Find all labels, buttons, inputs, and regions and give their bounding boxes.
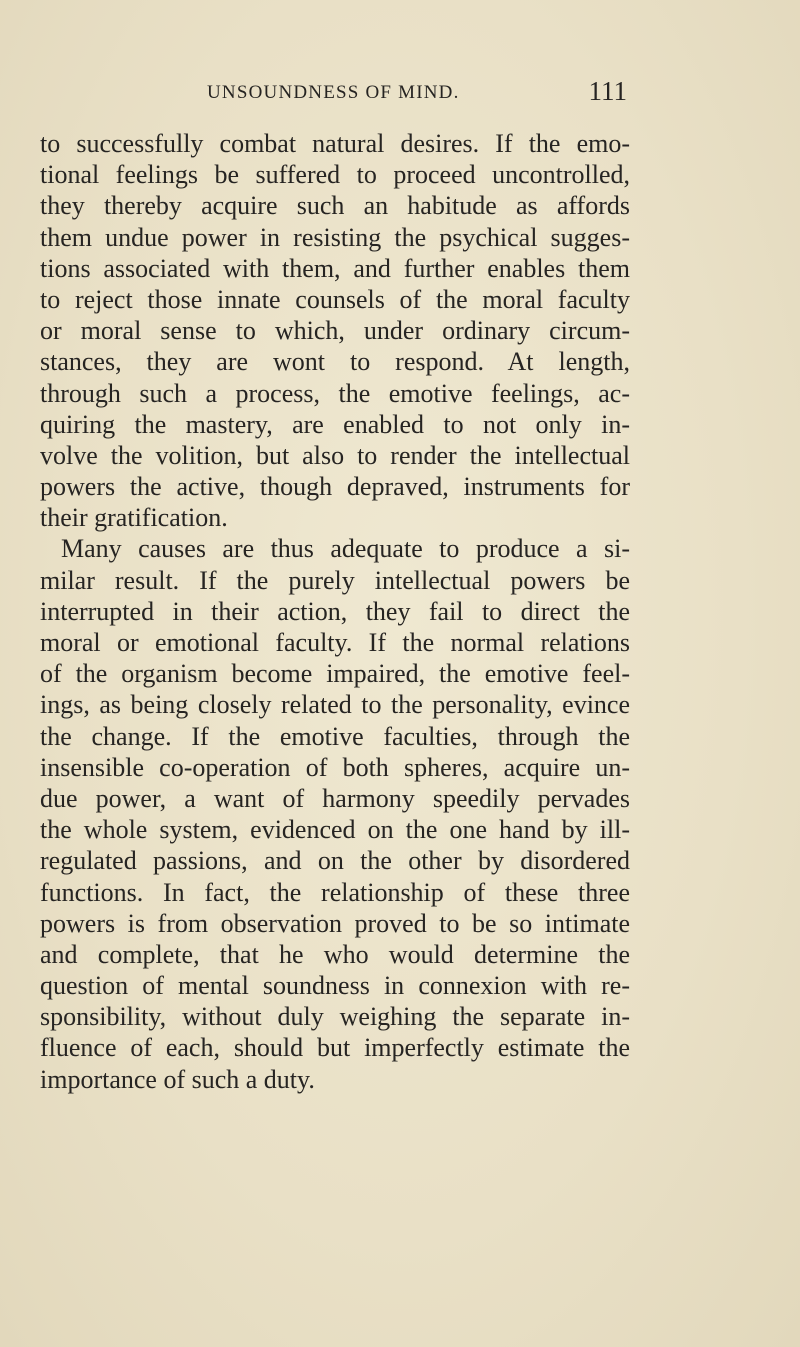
text-line: interrupted in their action, they fail to direct the	[40, 596, 630, 626]
text-line: regulated passions, and on the other by disordered	[40, 846, 630, 876]
body-text	[40, 128, 630, 1095]
text-line: volve the volition, but also to render the intellectual	[40, 440, 630, 470]
text-line: powers is from observation proved to be so intimate	[40, 908, 630, 938]
text-line: question of mental soundness in connexion with re-	[40, 971, 630, 1001]
text-line: quiring the mastery, are enabled to not only in-	[40, 409, 630, 439]
text-line: ings, as being closely related to the personality, evince	[40, 690, 630, 720]
page-number: 111	[588, 76, 627, 106]
text-line: insensible co-operation of both spheres, acquire un-	[40, 752, 630, 782]
text-line: tional feelings be suffered to proceed uncontrolled,	[40, 160, 630, 190]
text-line: tions associated with them, and further enables them	[40, 253, 630, 283]
text-line: Many causes are thus adequate to produce a si-	[61, 534, 630, 564]
text-line: or moral sense to which, under ordinary circum-	[40, 316, 630, 346]
text-line: them undue power in resisting the psychical sugges-	[40, 222, 630, 252]
text-line: to successfully combat natural desires. If the emo-	[40, 129, 630, 158]
text-line: powers the active, though depraved, instruments for	[40, 472, 630, 502]
text-line: to reject those innate counsels of the moral faculty	[40, 284, 630, 314]
text-line: fluence of each, should but imperfectly estimate the	[40, 1033, 630, 1063]
text-line: due power, a want of harmony speedily pervades	[40, 783, 630, 813]
text-line: and complete, that he who would determine the	[40, 939, 630, 969]
text-line: their gratification.	[40, 503, 228, 533]
running-head: UNSOUNDNESS OF MIND.	[207, 82, 460, 103]
text-line: stances, they are wont to respond. At length,	[40, 347, 630, 377]
paragraph-2	[40, 533, 630, 1094]
page-header	[207, 74, 627, 114]
text-line: through such a process, the emotive feelings, ac-	[40, 378, 630, 408]
text-line: importance of such a duty.	[40, 1064, 315, 1094]
text-line: milar result. If the purely intellectual powers be	[40, 565, 630, 595]
text-line: functions. In fact, the relationship of these three	[40, 877, 630, 907]
text-line: the whole system, evidenced on the one hand by ill-	[40, 815, 630, 845]
paragraph-1	[40, 128, 630, 533]
text-line: the change. If the emotive faculties, through the	[40, 721, 630, 751]
text-line: sponsibility, without duly weighing the separate in-	[40, 1002, 630, 1032]
text-line: they thereby acquire such an habitude as affords	[40, 191, 630, 221]
text-line: moral or emotional faculty. If the normal relations	[40, 628, 630, 657]
text-line: of the organism become impaired, the emotive feel-	[40, 659, 630, 689]
